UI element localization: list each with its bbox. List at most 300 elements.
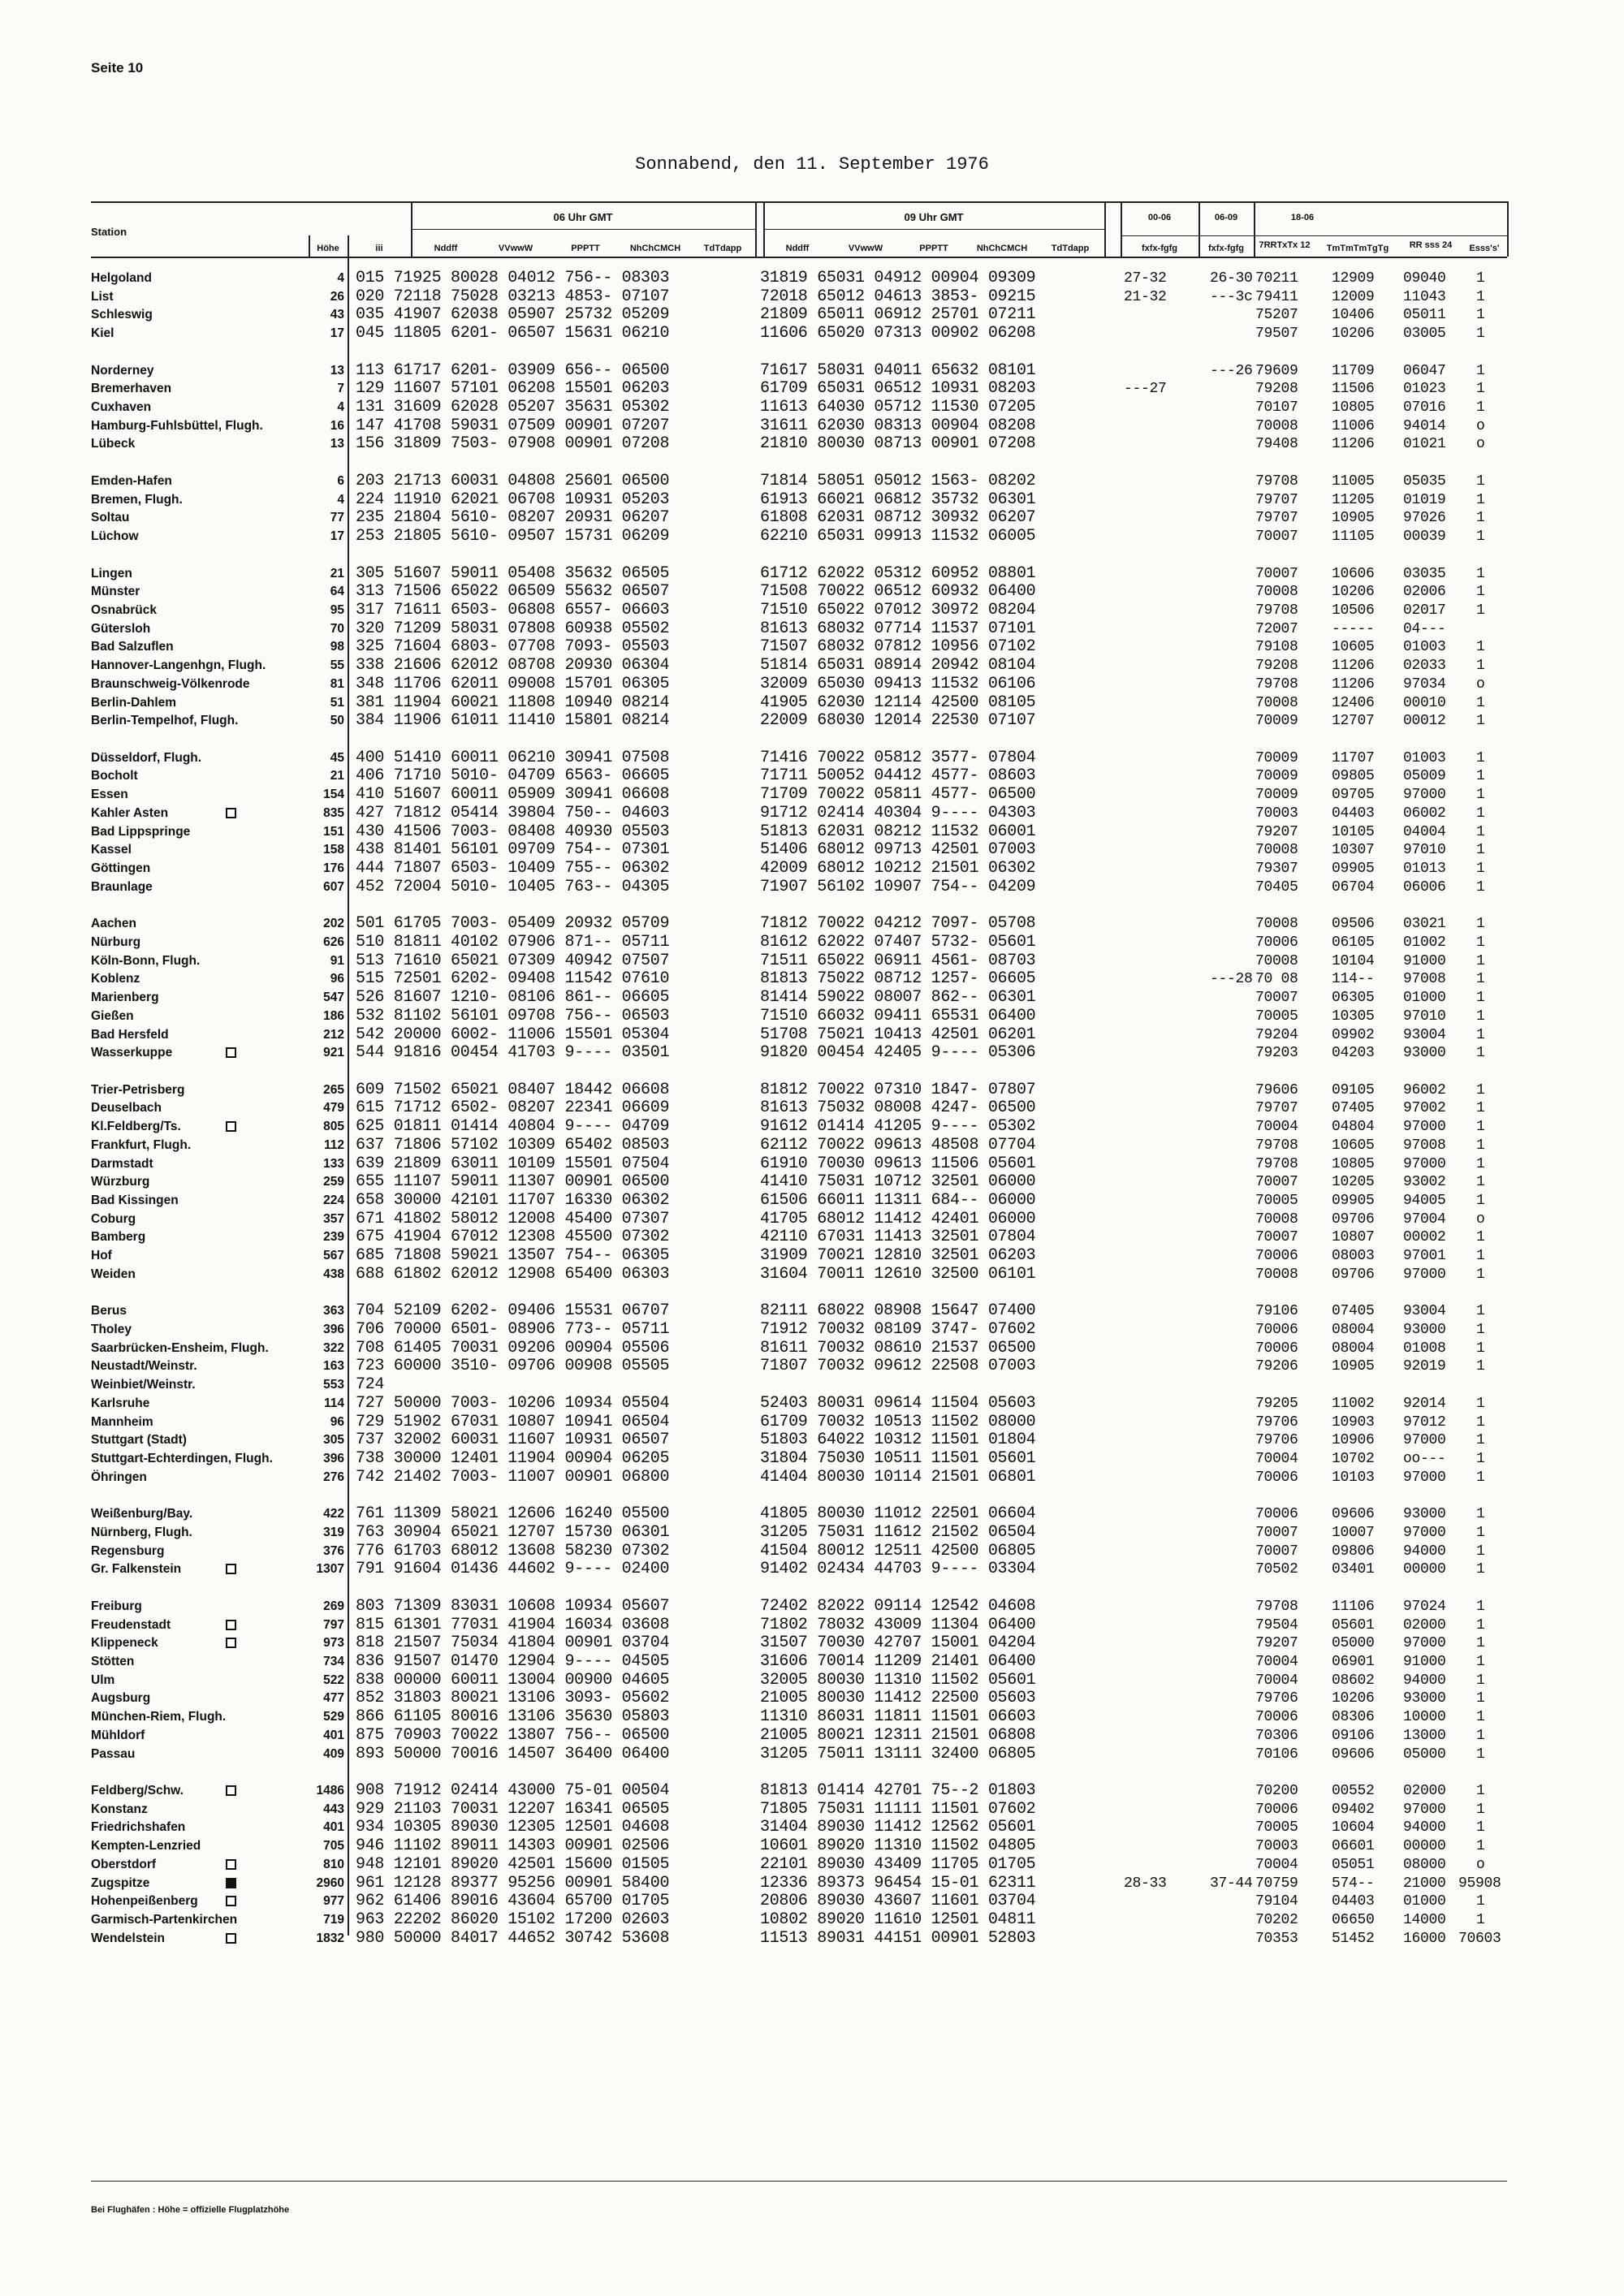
table-row (0, 1524, 1624, 1542)
group-7rr: 70006 (1255, 1506, 1298, 1523)
station-height: 567 (323, 1249, 344, 1263)
group-tm: 12909 (1332, 270, 1375, 287)
table-row (0, 620, 1624, 638)
obs-06-utc: 688 61802 62012 12908 65400 06303 (356, 1264, 670, 1284)
station-height: 133 (323, 1156, 344, 1171)
obs-06-utc: 131 31609 62028 05207 35631 05302 (356, 398, 670, 417)
obs-09-utc: 41410 75031 10712 32501 06000 (760, 1172, 1036, 1192)
group-tm: 06650 (1332, 1912, 1375, 1929)
group-tm: 09706 (1332, 1266, 1375, 1283)
group-e: 1 (1476, 1340, 1485, 1357)
obs-09-utc: 20806 89030 43607 11601 03704 (760, 1892, 1036, 1911)
group-rr: 93002 (1403, 1174, 1446, 1191)
obs-09-utc: 91820 00454 42405 9---- 05306 (760, 1043, 1036, 1063)
table-row (0, 1211, 1624, 1228)
table-row (0, 565, 1624, 583)
obs-06-utc: 908 71912 02414 43000 75-01 00504 (356, 1781, 670, 1801)
station-name: Stuttgart (Stadt) (91, 1433, 187, 1448)
group-7rr: 70006 (1255, 1469, 1298, 1486)
table-row (0, 509, 1624, 527)
station-name: Weinbiet/Weinstr. (91, 1378, 196, 1392)
station-height: 43 (330, 308, 344, 322)
station-height: 16 (330, 418, 344, 433)
obs-06-utc: 675 41904 67012 12308 45500 07302 (356, 1228, 670, 1247)
station-name: Öhringen (91, 1470, 147, 1484)
station-height: 805 (323, 1120, 344, 1134)
group-7rr: 70007 (1255, 990, 1298, 1007)
group-rr: 91000 (1403, 1654, 1446, 1670)
station-height: 305 (323, 1433, 344, 1448)
group-tm: 08004 (1332, 1322, 1375, 1339)
group-rr: 97010 (1403, 1008, 1446, 1025)
station-height: 4 (337, 492, 344, 507)
group-rr: 01023 (1403, 381, 1446, 398)
obs-09-utc: 71617 58031 04011 65632 08101 (760, 360, 1036, 380)
group-e: 1 (1476, 787, 1485, 804)
group-7rr: 70202 (1255, 1912, 1298, 1929)
group-tm: 12009 (1332, 288, 1375, 305)
group-tm: 10702 (1332, 1451, 1375, 1468)
obs-09-utc: 42110 67031 11413 32501 07804 (760, 1228, 1036, 1247)
obs-06-utc: 838 00000 60011 13004 00900 04605 (356, 1670, 670, 1690)
group-tm: 08306 (1332, 1709, 1375, 1726)
obs-09-utc: 62210 65031 09913 11532 06005 (760, 527, 1036, 546)
station-height: 547 (323, 990, 344, 1005)
obs-09-utc: 71709 70022 05811 4577- 06500 (760, 785, 1036, 805)
gust-06-09: ---3c (1210, 288, 1253, 305)
group-e: 1 (1476, 399, 1485, 416)
group-e: 1 (1476, 1081, 1485, 1098)
group-e: 1 (1476, 1506, 1485, 1523)
group-e: 1 (1476, 1616, 1485, 1634)
obs-09-utc: 91402 02434 44703 9---- 03304 (760, 1560, 1036, 1579)
group-rr: 03021 (1403, 916, 1446, 933)
group-tm: 10805 (1332, 1155, 1375, 1172)
table-row (0, 1173, 1624, 1191)
group-rr: 05011 (1403, 307, 1446, 324)
col-gust1: fxfx-fgfg (1142, 244, 1177, 253)
gust-00-06-header: 00-06 (1147, 213, 1172, 222)
page-date: Sonnabend, den 11. September 1976 (635, 154, 989, 175)
group-7rr: 79706 (1255, 1690, 1298, 1707)
group-rr: 01003 (1403, 749, 1446, 766)
group-e: 1 (1476, 1008, 1485, 1025)
group-7rr: 79207 (1255, 823, 1298, 840)
table-row (0, 749, 1624, 767)
group-tm: 06105 (1332, 934, 1375, 951)
station-height: 163 (323, 1359, 344, 1374)
group-e: 1 (1476, 878, 1485, 896)
group-rr: 06047 (1403, 362, 1446, 379)
obs-06-utc: 738 30000 12401 11904 00904 06205 (356, 1449, 670, 1469)
table-row (0, 638, 1624, 656)
station-height: 477 (323, 1691, 344, 1706)
station-height: 239 (323, 1230, 344, 1245)
group-7rr: 79707 (1255, 510, 1298, 527)
station-name: Bremen, Flugh. (91, 492, 183, 507)
obs-09-utc: 81612 62022 07407 5732- 05601 (760, 932, 1036, 952)
station-height: 98 (330, 640, 344, 654)
obs-06-utc: 348 11706 62011 09008 15701 06305 (356, 674, 670, 693)
obs-09-utc: 81613 68032 07714 11537 07101 (760, 619, 1036, 638)
group-tm: 10103 (1332, 1469, 1375, 1486)
col-gust2: fxfx-fgfg (1208, 244, 1244, 253)
obs-09-utc: 21809 65011 06912 25701 07211 (760, 305, 1036, 325)
square-icon (226, 1047, 236, 1058)
station-height: 921 (323, 1046, 344, 1060)
obs-06-utc: 438 81401 56101 09709 754-- 07301 (356, 840, 670, 860)
group-rr: 97000 (1403, 1432, 1446, 1449)
station-height: 4 (337, 271, 344, 285)
obs-09-utc: 61709 70032 10513 11502 08000 (760, 1412, 1036, 1431)
table-row (0, 1782, 1624, 1800)
station-name: Mannheim (91, 1414, 153, 1429)
obs-09-utc: 61808 62031 08712 30932 06207 (760, 508, 1036, 528)
obs-09-utc: 51708 75021 10413 42501 06201 (760, 1025, 1036, 1044)
group-7rr: 70005 (1255, 1819, 1298, 1836)
station-height: 77 (330, 511, 344, 525)
group-rr: 01002 (1403, 934, 1446, 951)
group-e: 1 (1476, 270, 1485, 287)
group-7rr: 79707 (1255, 1100, 1298, 1117)
group-rr: 02017 (1403, 602, 1446, 619)
group-rr: 93004 (1403, 1303, 1446, 1320)
col-06-dewpoint: TdTdapp (703, 244, 742, 253)
obs-09-utc: 51814 65031 08914 20942 08104 (760, 656, 1036, 675)
obs-06-utc: 609 71502 65021 08407 18442 06608 (356, 1080, 670, 1099)
group-e: 1 (1476, 1690, 1485, 1707)
group-rr: 94000 (1403, 1672, 1446, 1689)
station-height: 50 (330, 714, 344, 728)
group-rr: 00000 (1403, 1561, 1446, 1578)
obs-06-utc: 384 11906 61011 11410 15801 08214 (356, 711, 670, 731)
station-name: Düsseldorf, Flugh. (91, 750, 202, 765)
obs-09-utc: 32009 65030 09413 11532 06106 (760, 674, 1036, 693)
group-7rr: 70003 (1255, 805, 1298, 822)
table-row (0, 694, 1624, 712)
group-rr: oo--- (1403, 1451, 1446, 1468)
table-row (0, 288, 1624, 306)
group-7rr: 79708 (1255, 473, 1298, 490)
obs-09-utc: 81613 75032 08008 4247- 06500 (760, 1098, 1036, 1118)
group-rr: 13000 (1403, 1727, 1446, 1744)
obs-06-utc: 706 70000 6501- 08906 773-- 05711 (356, 1320, 670, 1340)
obs-09-utc: 71812 70022 04212 7097- 05708 (760, 914, 1036, 934)
group-e: 1 (1476, 1155, 1485, 1172)
group-e: 1 (1476, 1026, 1485, 1043)
station-height: 70 (330, 621, 344, 636)
group-tm: 10805 (1332, 399, 1375, 416)
group-7rr: 70008 (1255, 584, 1298, 601)
station-name: Ulm (91, 1672, 115, 1687)
obs-09-utc: 71802 78032 43009 11304 06400 (760, 1615, 1036, 1634)
group-e: 1 (1476, 326, 1485, 343)
station-height: 376 (323, 1543, 344, 1558)
obs-06-utc: 430 41506 7003- 08408 40930 05503 (356, 822, 670, 841)
group-e: 1 (1476, 1654, 1485, 1670)
obs-09-utc: 41905 62030 12114 42500 08105 (760, 693, 1036, 712)
group-rr: 00002 (1403, 1229, 1446, 1246)
group-7rr: 70007 (1255, 565, 1298, 582)
obs-09-utc: 81414 59022 08007 862-- 06301 (760, 988, 1036, 1008)
group-rr: 96002 (1403, 1081, 1446, 1098)
group-7rr: 70007 (1255, 529, 1298, 546)
group-tm: 10807 (1332, 1229, 1375, 1246)
group-e: 70603 (1458, 1930, 1501, 1947)
group-7rr: 79706 (1255, 1432, 1298, 1449)
station-name: Soltau (91, 511, 130, 525)
station-name: Klippeneck (91, 1636, 158, 1651)
group-7rr: 70004 (1255, 1451, 1298, 1468)
group-7rr: 70006 (1255, 1340, 1298, 1357)
group-rr: 05000 (1403, 1746, 1446, 1763)
group-tm: 12406 (1332, 694, 1375, 711)
table-row (0, 1616, 1624, 1634)
group-7rr: 70008 (1255, 1266, 1298, 1283)
group-7rr: 79203 (1255, 1045, 1298, 1062)
station-height: 21 (330, 566, 344, 580)
group-tm: 11002 (1332, 1395, 1375, 1412)
obs-09-utc: 22009 68030 12014 22530 07107 (760, 711, 1036, 731)
table-row (0, 1543, 1624, 1560)
group-e: 1 (1476, 768, 1485, 785)
obs-09-utc: 12336 89373 96454 15-01 62311 (760, 1873, 1036, 1892)
table-row (0, 1653, 1624, 1671)
obs-06-utc: 035 41907 62038 05907 25732 05209 (356, 305, 670, 325)
obs-09-utc: 81812 70022 07310 1847- 07807 (760, 1080, 1036, 1099)
table-row (0, 399, 1624, 416)
station-name: Lübeck (91, 437, 136, 451)
group-e: 1 (1476, 805, 1485, 822)
obs-09-utc: 71805 75031 11111 11501 07602 (760, 1799, 1036, 1819)
group-7rr: 79108 (1255, 639, 1298, 656)
obs-06-utc: 427 71812 05414 39804 750-- 04603 (356, 803, 670, 822)
table-row (0, 712, 1624, 730)
obs-06-utc: 727 50000 7003- 10206 10934 05504 (356, 1393, 670, 1413)
obs-09-utc: 41504 80012 12511 42500 06805 (760, 1541, 1036, 1560)
obs-09-utc: 71814 58051 05012 1563- 08202 (760, 471, 1036, 490)
station-name: Bocholt (91, 769, 138, 783)
group-tm: 11205 (1332, 491, 1375, 508)
group-e: 1 (1476, 749, 1485, 766)
group-tm: 10606 (1332, 565, 1375, 582)
table-row (0, 1634, 1624, 1652)
group-rr: 02006 (1403, 584, 1446, 601)
page-number: Seite 10 (91, 60, 144, 76)
table-row (0, 934, 1624, 952)
station-height: 734 (323, 1655, 344, 1668)
table-row (0, 805, 1624, 822)
group-tm: 00552 (1332, 1783, 1375, 1800)
obs-09-utc: 61910 70030 09613 11506 05601 (760, 1154, 1036, 1173)
station-name: Gießen (91, 1008, 134, 1023)
table-row (0, 417, 1624, 435)
obs-09-utc: 41404 80030 10114 21501 06801 (760, 1467, 1036, 1487)
group-rr: 06006 (1403, 878, 1446, 896)
obs-09-utc: 31819 65031 04912 00904 09309 (760, 269, 1036, 287)
table-row (0, 1672, 1624, 1690)
group-7rr: 70007 (1255, 1543, 1298, 1560)
group-e: 1 (1476, 1783, 1485, 1800)
group-e: 1 (1476, 1100, 1485, 1117)
table-row (0, 1321, 1624, 1339)
group-tm: 11105 (1332, 529, 1375, 546)
group-rr: 97008 (1403, 971, 1446, 988)
station-name: Aachen (91, 917, 136, 931)
obs-09-utc: 62112 70022 09613 48508 07704 (760, 1135, 1036, 1154)
obs-06-utc: 763 30904 65021 12707 15730 06301 (356, 1522, 670, 1542)
group-tm: 10905 (1332, 510, 1375, 527)
group-e: 1 (1476, 1893, 1485, 1910)
station-name: Helgoland (91, 271, 152, 285)
group-7rr: 79207 (1255, 1635, 1298, 1652)
group-7rr: 70008 (1255, 417, 1298, 434)
group-rr: 97000 (1403, 1524, 1446, 1541)
group-rr: 97000 (1403, 1155, 1446, 1172)
obs-06-utc: 253 21805 5610- 09507 15731 06209 (356, 527, 670, 546)
square-icon (226, 1638, 236, 1648)
obs-09-utc: 71510 65022 07012 30972 08204 (760, 600, 1036, 619)
obs-06-utc: 803 71309 83031 10608 10934 05607 (356, 1596, 670, 1616)
table-row (0, 306, 1624, 324)
obs-09-utc: 41705 68012 11412 42401 06000 (760, 1209, 1036, 1228)
obs-09-utc: 71416 70022 05812 3577- 07804 (760, 748, 1036, 767)
group-7rr: 70004 (1255, 1672, 1298, 1689)
obs-06-utc: 203 21713 60031 04808 25601 06500 (356, 471, 670, 490)
station-height: 269 (323, 1599, 344, 1613)
group-7rr: 79104 (1255, 1893, 1298, 1910)
obs-06-utc: 542 20000 6002- 11006 15501 05304 (356, 1025, 670, 1044)
table-row (0, 1026, 1624, 1044)
group-tm: 11006 (1332, 417, 1375, 434)
group-7rr: 70008 (1255, 916, 1298, 933)
obs-09-utc: 71907 56102 10907 754-- 04209 (760, 877, 1036, 896)
group-7rr: 79208 (1255, 658, 1298, 675)
group-e: 1 (1476, 1819, 1485, 1836)
group-7rr: 70107 (1255, 399, 1298, 416)
group-7rr: 70200 (1255, 1783, 1298, 1800)
group-tm: 04804 (1332, 1119, 1375, 1136)
table-row (0, 362, 1624, 380)
table-row (0, 1690, 1624, 1707)
station-height: 276 (323, 1470, 344, 1484)
obs-06-utc: 526 81607 1210- 08106 861-- 06605 (356, 988, 670, 1008)
station-name: Frankfurt, Flugh. (91, 1137, 192, 1152)
station-name: Wendelstein (91, 1931, 166, 1945)
obs-09-utc: 71510 66032 09411 65531 06400 (760, 1006, 1036, 1025)
group-7rr: 79708 (1255, 602, 1298, 619)
group-rr: 08000 (1403, 1856, 1446, 1873)
station-name: Stuttgart-Echterdingen, Flugh. (91, 1452, 273, 1466)
table-row (0, 435, 1624, 453)
group-7rr: 79507 (1255, 326, 1298, 343)
group-7rr: 70353 (1255, 1930, 1298, 1947)
obs-06-utc: 852 31803 80021 13106 3093- 05602 (356, 1689, 670, 1708)
station-name: Lingen (91, 566, 132, 580)
station-height: 479 (323, 1101, 344, 1116)
group-e: 1 (1476, 473, 1485, 490)
table-row (0, 583, 1624, 601)
obs-09-utc: 41805 80030 11012 22501 06604 (760, 1504, 1036, 1524)
group-e: 1 (1476, 971, 1485, 988)
gust-06-09: ---28 (1210, 971, 1253, 988)
station-name: Bad Salzuflen (91, 640, 174, 654)
obs-09-utc: 31205 75011 13111 32400 06805 (760, 1744, 1036, 1763)
obs-06-utc: 129 11607 57101 06208 15501 06203 (356, 379, 670, 399)
obs-06-utc: 313 71506 65022 06509 55632 06507 (356, 582, 670, 602)
table-row (0, 1376, 1624, 1394)
station-height: 553 (323, 1378, 344, 1392)
station-name: Trier-Petrisberg (91, 1082, 185, 1097)
group-7rr: 70106 (1255, 1746, 1298, 1763)
station-name: Bamberg (91, 1230, 146, 1245)
obs-06-utc: 875 70903 70022 13807 756-- 06500 (356, 1725, 670, 1745)
station-name: Feldberg/Schw. (91, 1784, 184, 1798)
station-name: Gr. Falkenstein (91, 1562, 182, 1577)
group-rr: 07016 (1403, 399, 1446, 416)
group-7rr: 79106 (1255, 1303, 1298, 1320)
square-icon (226, 1859, 236, 1870)
group-7rr: 79606 (1255, 1081, 1298, 1098)
table-row (0, 270, 1624, 287)
table-row (0, 878, 1624, 896)
obs-09-utc: 31611 62030 08313 00904 08208 (760, 416, 1036, 435)
table-row (0, 1450, 1624, 1468)
group-rr: 06002 (1403, 805, 1446, 822)
obs-09-utc: 31606 70014 11209 21401 06400 (760, 1652, 1036, 1671)
station-name: Nürnberg, Flugh. (91, 1525, 192, 1539)
obs-06-utc: 320 71209 58031 07808 60938 05502 (356, 619, 670, 638)
group-tm: 06704 (1332, 878, 1375, 896)
station-name: Hannover-Langenhgn, Flugh. (91, 658, 266, 673)
group-09-header: 09 Uhr GMT (904, 211, 964, 223)
group-rr: 93000 (1403, 1045, 1446, 1062)
group-rr: 01000 (1403, 990, 1446, 1007)
group-tm: 09805 (1332, 768, 1375, 785)
group-e: 1 (1476, 1193, 1485, 1209)
group-tm: 09905 (1332, 1193, 1375, 1209)
group-tm: 09902 (1332, 1026, 1375, 1043)
station-name: Saarbrücken-Ensheim, Flugh. (91, 1340, 269, 1355)
station-name: Münster (91, 585, 140, 599)
station-height: 529 (323, 1710, 344, 1724)
group-rr: 01021 (1403, 436, 1446, 453)
group-7rr: 79204 (1255, 1026, 1298, 1043)
group-tm: 10605 (1332, 1137, 1375, 1154)
group-e: 1 (1476, 1561, 1485, 1578)
group-tm: 09705 (1332, 787, 1375, 804)
gust-00-06: 27-32 (1124, 270, 1167, 287)
obs-09-utc: 82111 68022 08908 15647 07400 (760, 1301, 1036, 1321)
group-7rr: 70005 (1255, 1008, 1298, 1025)
obs-06-utc: 791 91604 01436 44602 9---- 02400 (356, 1560, 670, 1579)
group-7rr: 79408 (1255, 436, 1298, 453)
group-7rr: 70006 (1255, 1801, 1298, 1818)
group-e: o (1476, 1856, 1485, 1873)
station-header: Station (91, 226, 127, 238)
table-row (0, 1746, 1624, 1763)
table-row (0, 1469, 1624, 1487)
table-row (0, 1819, 1624, 1836)
col-09-ppptt: PPPTT (919, 244, 948, 253)
station-height: 401 (323, 1728, 344, 1742)
obs-06-utc: 729 51902 67031 10807 10941 06504 (356, 1412, 670, 1431)
station-name: Freudenstadt (91, 1617, 171, 1632)
station-name: Braunlage (91, 879, 153, 894)
obs-06-utc: 410 51607 60011 05909 30941 06608 (356, 785, 670, 805)
station-height: 17 (330, 326, 344, 341)
group-e: 1 (1476, 713, 1485, 730)
